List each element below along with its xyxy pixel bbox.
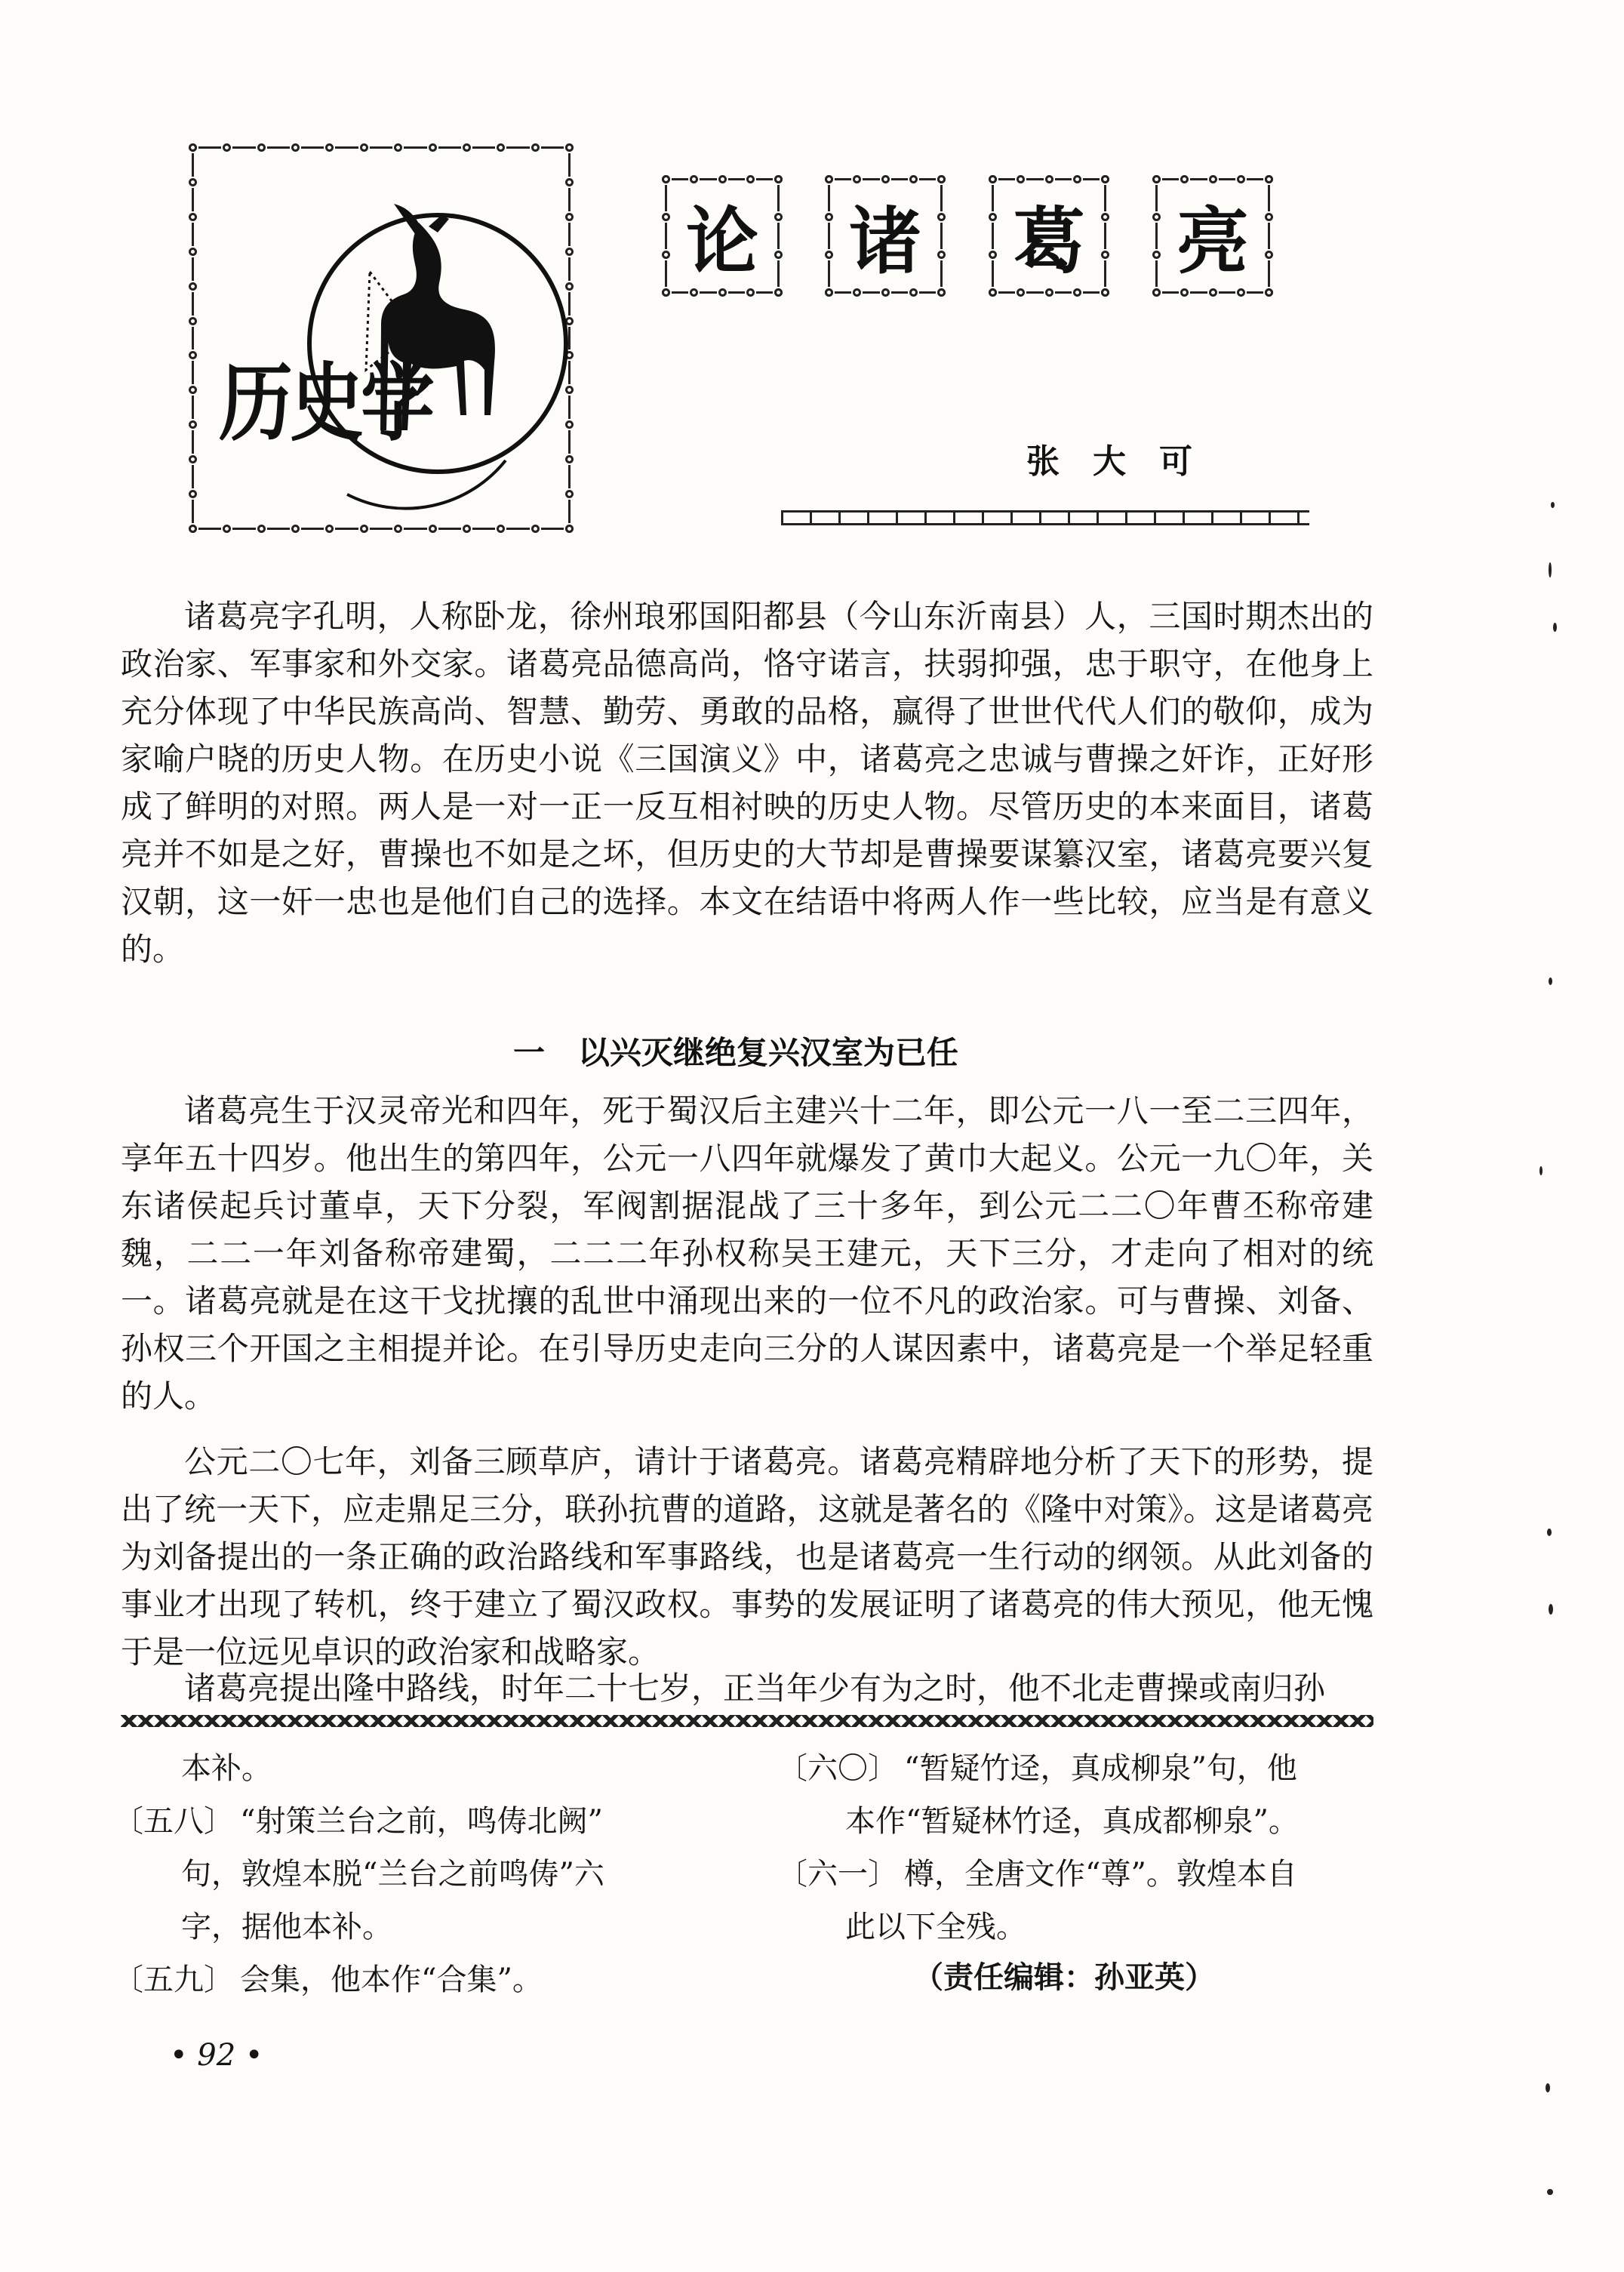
author-name: 张大可 <box>1026 442 1226 481</box>
note-item <box>777 1848 1366 1953</box>
note-item <box>121 1742 709 1795</box>
title-box-1 <box>662 175 783 296</box>
body-paragraph: 诸葛亮提出隆中路线，时年二十七岁，正当年少有为之时，他不北走曹操或南归孙 <box>184 1670 1326 1707</box>
title-box-4 <box>1152 175 1273 296</box>
scan-speck <box>1539 1166 1542 1175</box>
note-item <box>113 1795 702 1953</box>
note-text: 会集，他本作“合集”。 <box>240 1963 543 1997</box>
note-line: 此以下全残。 <box>845 1910 1026 1944</box>
body-paragraph: 公元二〇七年，刘备三顾草庐，请计于诸葛亮。诸葛亮精辟地分析了天下的形势，提出了统一天下，应走鼎足三分，联孙抗曹的道路，这就是著名的《隆中对策》。这是诸葛亮为刘备提出的一条正确的政治路线和军事路线，也是诸葛亮一生行动的纲领。从此刘备的事业才出现了转机，终于建立了蜀汉政权。事势的发展证明了诸葛亮的伟大预见，他无愧于是一位远见卓识的政治家和战略家。 <box>121 1443 1373 1670</box>
note-mark: 〔六〇〕 <box>777 1751 898 1786</box>
scan-speck <box>1549 1604 1553 1615</box>
notes-divider <box>121 1715 1373 1727</box>
title-char: 葛 <box>1013 199 1085 284</box>
body-paragraph: 诸葛亮生于汉灵帝光和四年，死于蜀汉后主建兴十二年，即公元一八一至二三四年，享年五十四岁。他出生的第四年，公元一八四年就爆发了黄巾大起义。公元一九〇年，关东诸侯起兵讨董卓，天下分裂，军阀割据混战了三十多年，到公元二二〇年曹丕称帝建魏，二二一年刘备称帝建蜀，二二二年孙权称吴王建元，天下三分，才走向了相对的统一。诸葛亮就是在这干戈扰攘的乱世中涌现出来的一位不凡的政治家。可与曹操、刘备、孙权三个开国之主相提并论。在引导历史走向三分的人谋因素中，诸葛亮是一个举足轻重的人。 <box>121 1092 1373 1415</box>
note-text: “暂疑竹迳，真成柳泉”句，他 <box>904 1751 1297 1786</box>
note-line <box>113 1795 702 1848</box>
note-mark: 〔五八〕 <box>113 1804 234 1839</box>
note-text: “射策兰台之前，鸣俦北阙” <box>240 1804 603 1839</box>
section-heading: 一 以兴灭继绝复兴汉室为已任 <box>513 1034 958 1071</box>
note-line: 字，据他本补。 <box>181 1910 392 1944</box>
scan-speck <box>1547 2189 1553 2195</box>
note-line <box>113 1953 702 2006</box>
note-mark: 〔六一〕 <box>777 1857 898 1892</box>
title-char: 亮 <box>1176 199 1249 284</box>
note-line: 本补。 <box>181 1751 272 1786</box>
scan-speck <box>1547 1529 1552 1536</box>
scan-speck <box>1546 2083 1550 2092</box>
intro-paragraph: 诸葛亮字孔明，人称卧龙，徐州琅邪国阳都县（今山东沂南县）人，三国时期杰出的政治家、军事家和外交家。诸葛亮品德高尚，恪守诺言，扶弱抑强，忠于职守，在他身上充分体现了中华民族高尚、智慧、勤劳、勇敢的品格，赢得了世世代代人们的敬仰，成为家喻户晓的历史人物。在历史小说《三国演义》中，诸葛亮之忠诚与曹操之奸诈，正好形成了鲜明的对照。两人是一对一正一反互相衬映的历史人物。尽管历史的本来面目，诸葛亮并不如是之好，曹操也不如是之坏，但历史的大节却是曹操要谋纂汉室，诸葛亮要兴复汉朝，这一奸一忠也是他们自己的选择。本文在结语中将两人作一些比较，应当是有意义的。 <box>121 598 1373 968</box>
page-number: • 92 • <box>170 2038 263 2073</box>
author-divider <box>781 510 1309 525</box>
title-box-3 <box>989 175 1109 296</box>
note-mark: 〔五九〕 <box>113 1963 234 1997</box>
scan-speck <box>1549 977 1552 985</box>
note-line <box>777 1848 1366 1901</box>
title-char: 论 <box>686 199 758 284</box>
scan-speck <box>1551 502 1555 508</box>
title-box-2 <box>825 175 946 296</box>
note-line: 本作“暂疑林竹迳，真成都柳泉”。 <box>845 1804 1299 1839</box>
note-line <box>777 1742 1366 1795</box>
title-char: 诸 <box>849 199 921 284</box>
scan-speck <box>1549 562 1552 577</box>
note-item <box>777 1742 1366 1848</box>
scan-speck <box>1553 623 1557 632</box>
editor-credit: （责任编辑：孙亚英） <box>913 1960 1215 1995</box>
note-line: 句，敦煌本脱“兰台之前鸣俦”六 <box>181 1857 604 1892</box>
note-text: 樽，全唐文作“尊”。敦煌本自 <box>904 1857 1297 1892</box>
column-badge-text: 历史学 <box>219 354 432 454</box>
note-item <box>113 1953 702 2006</box>
